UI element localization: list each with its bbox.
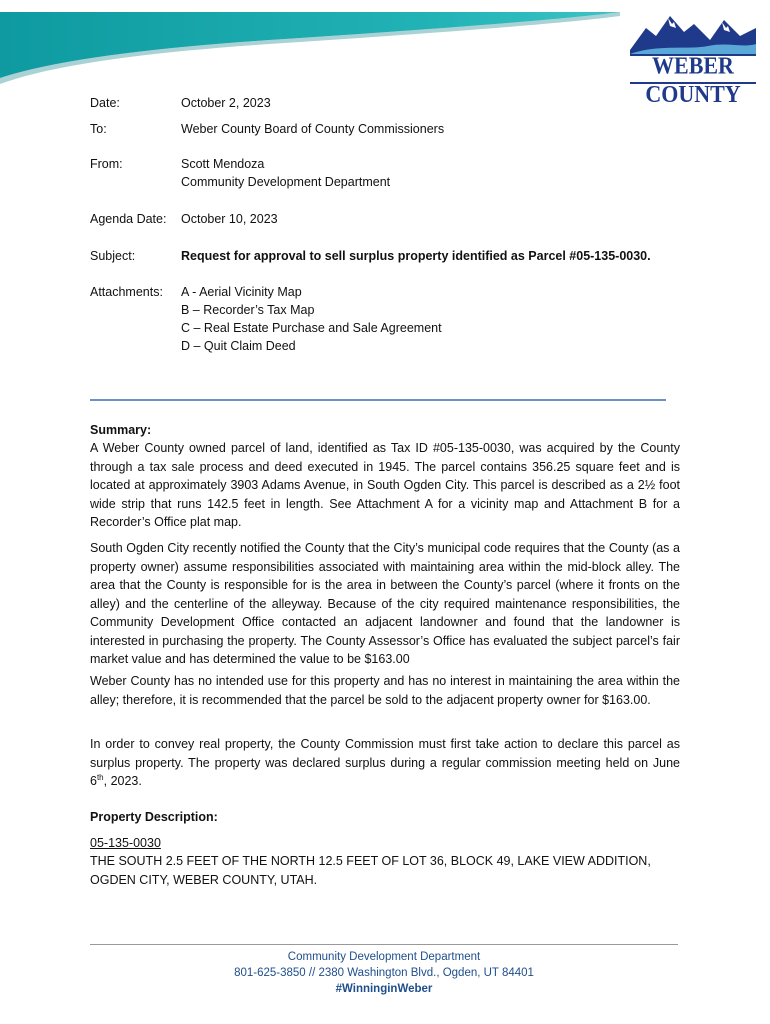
section-divider: [90, 399, 666, 401]
summary-paragraph-2: [90, 539, 680, 669]
ordinal-suffix: th: [96, 772, 104, 782]
footer-divider: [90, 944, 678, 945]
subject-value: Request for approval to sell surplus property identified as Parcel #05-135-0030.: [181, 249, 651, 263]
summary-text-1: A Weber County owned parcel of land, identified as Tax ID #05-135-0030, was acquired by the County through a tax sale process and deed executed in 1945. The parcel contains 356.25 square feet and is located at approximately 3903 Adams Avenue, in South Ogden City. This parcel is described as a 2½ foot wide strip that runs 142.5 feet in length. See Attachment A for a vicinity map and Attachment B for a Recorder’s Office plat map.: [90, 441, 680, 529]
from-dept: Community Development Department: [181, 175, 391, 189]
subject-label: Subject:: [90, 249, 136, 263]
agenda-date-label: Agenda Date:: [90, 212, 167, 226]
logo-text: WEBER COUNTY: [645, 51, 741, 108]
summary-heading: Summary:: [90, 423, 152, 437]
summary-paragraph-4: [90, 735, 680, 791]
footer-hashtag: #WinninginWeber: [335, 983, 433, 995]
legal-description: THE SOUTH 2.5 FEET OF THE NORTH 12.5 FEET OF LOT 36, BLOCK 49, LAKE VIEW ADDITION, OGDEN CITY, WEBER COUNTY, UTAH.: [90, 854, 651, 887]
attachment-item: A - Aerial Vicinity Map: [181, 285, 302, 299]
to-label: To:: [90, 122, 107, 136]
attachment-item: D – Quit Claim Deed: [181, 339, 296, 353]
summary-text-4a: In order to convey real property, the County Commission must first take action to declare this parcel as surplus property. The property was declared surplus during a regular commission meeting held on June 6: [90, 737, 680, 788]
date-label: Date:: [90, 96, 120, 110]
footer-contact: 801-625-3850 // 2380 Washington Blvd., Ogden, UT 84401: [234, 967, 534, 979]
attachment-item: B – Recorder’s Tax Map: [181, 303, 315, 317]
parcel-id: [90, 834, 680, 853]
from-label: From:: [90, 157, 123, 171]
footer-dept: Community Development Department: [287, 951, 481, 963]
summary-paragraph-3: [90, 672, 680, 709]
summary-text-2: South Ogden City recently notified the County that the City’s municipal code requires that the County (as a property owner) assume responsibilities associated with maintaining area within the mid-block alley. The area that the County is responsible for is the area in between the County’s parcel (where it fronts on the alley) and the centerline of the alleyway. Because of the city required maintenance responsibilities, the Community Development Office contacted an adjacent landowner and found that the landowner is interested in purchasing the property. The County Assessor’s Office has evaluated the subject parcel’s fair market value and has determined the value to be $163.00: [90, 541, 680, 666]
property-heading: Property Description:: [90, 810, 218, 824]
from-name: Scott Mendoza: [181, 157, 265, 171]
parcel-id-text: 05-135-0030: [90, 836, 161, 850]
summary-paragraph-1: [90, 439, 680, 532]
summary-text-4b: , 2023.: [103, 774, 142, 788]
summary-text-3: Weber County has no intended use for this property and has no interest in maintaining the area within the alley; therefore, it is recommended that the parcel be sold to the adjacent property owner for $163.00.: [90, 674, 680, 707]
date-value: October 2, 2023: [181, 96, 271, 110]
attachments-label: Attachments:: [90, 285, 163, 299]
to-value: Weber County Board of County Commissioners: [181, 122, 445, 136]
attachment-item: C – Real Estate Purchase and Sale Agreement: [181, 321, 442, 335]
agenda-date-value: October 10, 2023: [181, 212, 278, 226]
